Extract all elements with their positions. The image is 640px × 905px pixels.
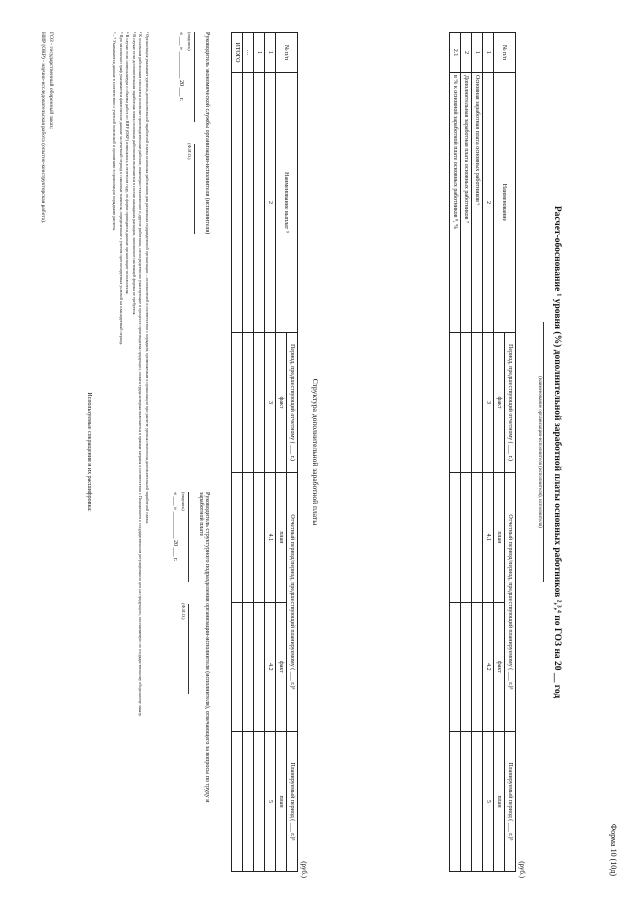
- table-row: [243, 33, 254, 872]
- fio-caption: (Ф.И.О.): [181, 603, 186, 620]
- subheader-fact: факт: [494, 602, 505, 731]
- table-row: [450, 33, 461, 872]
- row-name: [254, 73, 265, 333]
- col-number: 4.1: [265, 473, 276, 603]
- col-number: 3: [483, 333, 494, 473]
- table-cell: [461, 333, 472, 473]
- table-cell: [472, 473, 483, 603]
- table-cell: [232, 732, 243, 872]
- signature-title: Руководитель экономической службы организации-исполнителя (исполнителя): [204, 32, 210, 235]
- col-header-prev-period: Период, предшествующий отчетному ( ___ г.): [287, 333, 298, 473]
- col-header-prev-period: Период, предшествующий отчетному ( ___ г.): [505, 333, 516, 473]
- col-number: 2: [265, 73, 276, 333]
- table-cell: [472, 732, 483, 872]
- wage-calculation-table: [449, 32, 516, 872]
- table-cell: [450, 473, 461, 603]
- table-cell: [243, 602, 254, 731]
- signature-caption: (подпись): [181, 492, 186, 511]
- col-number: 5: [483, 732, 494, 872]
- row-number: …: [243, 33, 254, 73]
- signature-caption: (подпись): [187, 32, 192, 51]
- col-number: 3: [265, 333, 276, 473]
- fio-caption: (Ф.И.О.): [187, 143, 192, 160]
- table-row: [254, 33, 265, 872]
- document-title: Расчет-обоснование ¹ уровня (%) дополнительной заработной платы основных работников ²,³,⁴ по ГОЗ на 20 __ год: [552, 205, 562, 699]
- document-subtitle: (наименование организации-исполнителя (исполнителя), исполнителя): [537, 322, 544, 582]
- col-header-num: № п/п: [276, 33, 298, 73]
- row-name: в % к основной заработной плате основных работников ⁸, %: [450, 73, 461, 333]
- footnote: ³ В случае если дополнительная заработная плата основных работников включается в состав накладных расходов, заполнение настоящей формы не требуется.: [131, 32, 137, 316]
- table-cell: [243, 473, 254, 603]
- footnote: ⁴ В случае если номенклатура и объемы работ по НИР (ОКР) изменялись в отчетном году, по форме приводятся данные организации-исполнителя.: [125, 32, 131, 295]
- table-row: [232, 33, 243, 872]
- row-number: ИТОГО: [232, 33, 243, 73]
- col-header-report-period: Отчетный период/период, предшествующий планируемому ( ___ г.)⁵: [505, 473, 516, 732]
- subheader-fact: факт: [276, 333, 287, 473]
- col-header-name: Наименование: [494, 73, 516, 333]
- abbreviation-item: ГОЗ - государственный оборонный заказ;: [48, 32, 54, 129]
- footnote: ¹ Организация указывает уровень дополнительной заработной платы основных работников для различных подразделений организации – исполнителей в соответствии с порядком, применяемым в организации при расчете уровня отнесения дополнительной заработной платы.: [145, 32, 150, 524]
- col-number: 2: [483, 73, 494, 333]
- signature-line: [188, 492, 189, 582]
- table-cell: [461, 473, 472, 603]
- footnote: ⁵ При заполнении граф указываются фактические данные за отчетный период и плановые значения, определенные с учетом прогнозируемых условий на планируемый период.: [118, 32, 124, 346]
- table-cell: [461, 732, 472, 872]
- row-name: Основная заработная плата основных работников ⁶: [472, 73, 483, 333]
- form-number: Форма 10 (10д): [609, 823, 618, 876]
- signature-title: Руководитель структурного подразделения организации-исполнителя (исполнителя), отвечающего за вопросы по труду и заработной плате: [198, 492, 210, 803]
- col-header-plan-period: Планируемый период ( ___ г.)⁵: [287, 732, 298, 872]
- fio-line: [188, 604, 189, 694]
- table-row: [461, 33, 472, 872]
- date-line: « ___ » _________ 20 ___ г.: [172, 492, 178, 562]
- table-cell: [461, 602, 472, 731]
- table-cell: [232, 333, 243, 473]
- col-header-report-period: Отчетный период/период, предшествующий планируемому ( ___ г.)⁵: [287, 473, 298, 732]
- col-number: 1: [265, 33, 276, 73]
- date-line: « ___ » _________ 20 ___ г.: [178, 32, 184, 102]
- row-name: [243, 73, 254, 333]
- abbreviations-heading: Используемые сокращения и их расшифровка:: [86, 392, 92, 512]
- row-name: [232, 73, 243, 333]
- abbreviation-item: НИР (ОКР) - научно-исследовательская работа (опытно-конструкторская работа).: [40, 32, 46, 224]
- subheader-fact: факт: [276, 602, 287, 731]
- rotated-document-page: [20, 22, 620, 882]
- col-number: 4.2: [483, 602, 494, 731]
- row-name: Дополнительная заработная плата основных работников ⁷: [461, 73, 472, 333]
- col-header-num: № п/п: [494, 33, 516, 73]
- col-number: 5: [265, 732, 276, 872]
- col-header-plan-period: Планируемый период ( ___ г.)⁵: [505, 732, 516, 872]
- col-number: 4.2: [265, 602, 276, 731]
- subheader-plan: план: [276, 732, 287, 872]
- footnotes: [110, 32, 150, 876]
- table-cell: [243, 333, 254, 473]
- wage-structure-table: [231, 32, 298, 872]
- col-number: 4.1: [483, 473, 494, 603]
- signature-block-left: [178, 32, 210, 332]
- table-cell: [450, 333, 461, 473]
- structure-caption: Структура дополнительной заработной платы: [311, 378, 320, 526]
- row-number: 2: [461, 33, 472, 73]
- table-cell: [254, 602, 265, 731]
- table-cell: [450, 602, 461, 731]
- abbreviations-list: [39, 32, 55, 223]
- row-number: 2.1: [450, 33, 461, 73]
- col-number: 1: [483, 33, 494, 73]
- table-cell: [254, 732, 265, 872]
- fio-line: [194, 144, 195, 234]
- col-header-name: Наименование выплат ⁹: [276, 73, 298, 333]
- unit-label: (руб.): [300, 861, 308, 878]
- footnote: ² К основным работникам относятся основные производственные рабочие, инженерно-технические и другие работники, непосредственно участвующие в процессе производства продукции, оплата труда которых включается в прямые затраты в соответствии с Положением о государственном регулировании цен на продукцию, поставляемую по государственному оборонному заказу.: [138, 32, 144, 717]
- row-number: 1: [254, 33, 265, 73]
- subheader-fact: факт: [494, 333, 505, 473]
- table-cell: [472, 333, 483, 473]
- table-cell: [232, 473, 243, 603]
- table-cell: [243, 732, 254, 872]
- row-number: 1: [472, 33, 483, 73]
- table-cell: [450, 732, 461, 872]
- unit-label: (руб.): [518, 861, 526, 878]
- footnote: ⁶ – ⁹ Указываются данные в соответствии с учетной политикой и принятыми в организации порядками расчета.: [112, 32, 118, 231]
- table-cell: [254, 473, 265, 603]
- subheader-plan: план: [494, 473, 505, 603]
- table-cell: [472, 602, 483, 731]
- table-row: [472, 33, 483, 872]
- table-cell: [254, 333, 265, 473]
- signature-line: [194, 32, 195, 122]
- subheader-plan: план: [494, 732, 505, 872]
- signature-block-right: [172, 492, 210, 822]
- subheader-plan: план: [276, 473, 287, 603]
- table-cell: [232, 602, 243, 731]
